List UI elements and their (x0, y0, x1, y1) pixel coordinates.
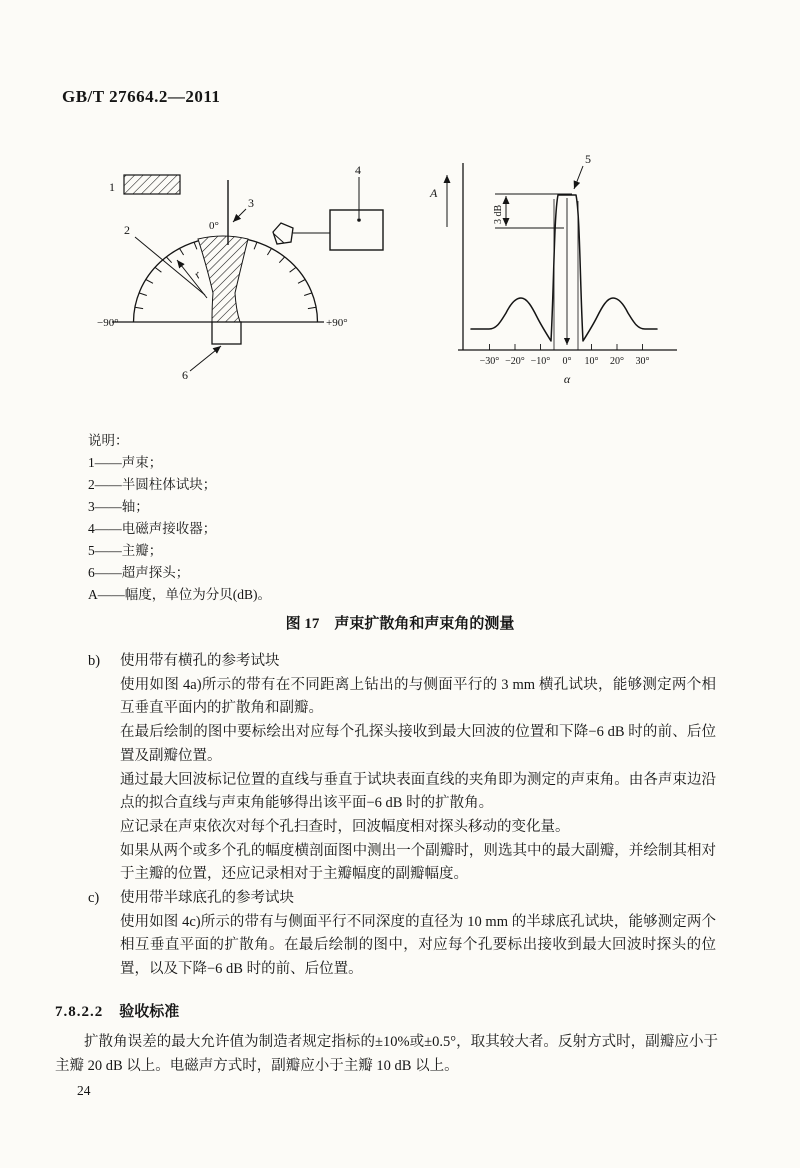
list-item-b (88, 650, 716, 887)
angle-axis-label: α (563, 372, 571, 386)
item-b-marker: b) (88, 653, 101, 669)
item-c-title: 使用带半球底孔的参考试块 (120, 890, 294, 907)
page-number: 24 (77, 1083, 91, 1098)
leader-4-endpoint (357, 218, 361, 222)
x-axis-tick-labels (480, 356, 650, 367)
x-axis-ticks (490, 344, 643, 350)
item-b-paragraph-2: 在最后绘制的图中要标绘出对应每个孔探头接收到最大回波的位置和下降−6 dB 时的前、后位置及副瓣位置。 (120, 724, 716, 764)
section-number: 7.8.2.2 (55, 1004, 104, 1020)
legend-item-6: 6——超声探头； (88, 565, 190, 580)
item-c-marker: c) (88, 890, 100, 907)
item-b-paragraph-4: 应记录在声束依次对每个孔扫查时，回波幅度相对探头移动的变化量。 (120, 818, 570, 835)
3db-label: 3 dB (493, 204, 504, 224)
section-title: 验收标准 (119, 1004, 180, 1020)
figure-legend (88, 430, 271, 606)
label-4: 4 (355, 163, 361, 177)
legend-item-4: 4——电磁声接收器； (88, 521, 217, 536)
legend-item-5: 5——主瓣； (88, 543, 163, 558)
label-1: 1 (109, 180, 115, 194)
item-b-paragraph-1: 使用如图 4a)所示的带有在不同距离上钻出的与侧面平行的 3 mm 横孔试块，能够测定两个相互垂直平面内的扩散角和副瓣。 (120, 676, 716, 717)
plus-90-label: +90° (326, 317, 348, 329)
tick-minus30: −30° (479, 356, 500, 367)
item-b-paragraph-3: 通过最大回波标记位置的直线与垂直于试块表面直线的夹角即为测定的声束角。由各声束边沿点的拟合直线与声束角能够得出该平面−6 dB 时的扩散角。 (120, 771, 716, 812)
amplitude-axis-label: A (430, 186, 438, 200)
list-item-c (88, 887, 716, 982)
standard-number-header: GB/T 27664.2—2011 (62, 87, 221, 106)
legend-title: 说明： (88, 433, 129, 448)
beam-angle-setup-diagram (95, 155, 395, 390)
zero-degree-label: 0° (209, 220, 219, 232)
label-5: 5 (585, 152, 591, 166)
leader-3 (233, 209, 246, 222)
tick-10: 10° (584, 356, 599, 367)
radius-label: r (190, 267, 204, 282)
item-c-paragraph-1: 使用如图 4c)所示的带有与侧面平行不同深度的直径为 10 mm 的半球底孔试块，能够测定两个相互垂直平面的扩散角。在最后绘制的图中，对应每个孔要标出接收到最大回波时探头的位置，以及下降−6 dB 时的前、后位置。 (120, 913, 716, 978)
legend-item-2: 2——半圆柱体试块； (88, 477, 217, 492)
leader-6 (190, 346, 221, 371)
tick-minus10: −10° (530, 356, 551, 367)
item-b-paragraph-5: 如果从两个或多个孔的幅度横剖面图中测出一个副瓣时，则选其中的最大副瓣，并绘制其相对于主瓣的位置，还应记录相对于主瓣幅度的副瓣幅度。 (120, 842, 716, 883)
label-6: 6 (182, 368, 188, 382)
item-b-title: 使用带有横孔的参考试块 (120, 653, 280, 669)
label-3: 3 (248, 196, 254, 210)
leader-2 (135, 237, 205, 295)
ultrasonic-probe (212, 322, 241, 344)
section-paragraph: 扩散角误差的最大允许值为制造者规定指标的±10%或±0.5°，取其较大者。反射方式时，副瓣应小于主瓣 20 dB 以上。电磁声方式时，副瓣应小于主瓣 10 dB 以上。 (55, 1034, 718, 1074)
beam-pattern-plot (425, 145, 690, 390)
tick-20: 20° (610, 356, 624, 367)
sound-beam-swatch (124, 175, 180, 194)
body-text (88, 650, 716, 982)
tick-minus20: −20° (505, 356, 525, 367)
label-2: 2 (124, 223, 130, 237)
section-heading (55, 1000, 179, 1021)
leader-5 (574, 166, 583, 189)
sound-beam-shape (198, 236, 248, 322)
legend-item-1: 1——声束； (88, 455, 163, 470)
receiver-instrument-box (330, 210, 383, 250)
tick-zero: 0° (562, 356, 572, 367)
figure-caption: 图 17 声束扩散角和声束角的测量 (285, 616, 515, 632)
legend-item-3: 3——轴； (88, 499, 149, 514)
tick-30: 30° (635, 356, 650, 367)
emat-receiver (273, 223, 293, 244)
minus-90-label: −90° (97, 317, 119, 329)
legend-item-A: A——幅度，单位为分贝(dB)。 (88, 587, 271, 602)
